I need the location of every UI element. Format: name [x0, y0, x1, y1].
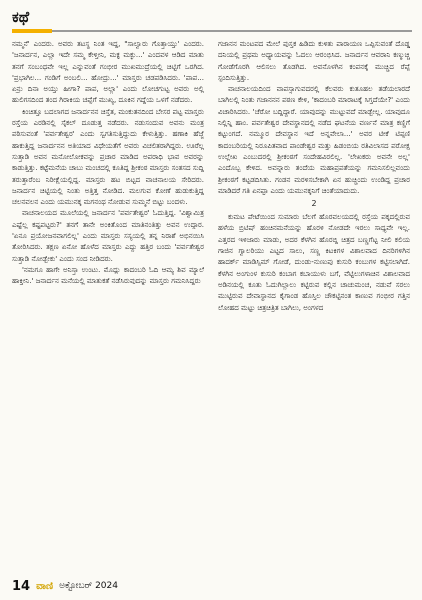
paragraph: ವಾಚನಾಲಯದ ಮೂಲೆಯಲ್ಲಿ ಜನಾರ್ದನ 'ಪರ್ವತೇಶ್ವರ' ಓದುತ್ತಿದ್ದ. 'ವಿಶ್ವಾಮಿತ್ರ ಎಷ್ಟೆಲ್ಲ ಕಷ್ಟಪಟ್ಟರು?' ತನಗೆ ತಾನೇ ಅಂಕಿತೊಂದ ಮಾತಿನಂತಿತ್ತು ಅವನ ಉದ್ಗಾರ. 'ಏನೂ ಪ್ರಯೋಜನವಾಗಲಿಲ್ಲ' ಎಂದು ಮಾಸ್ತರು ಸಸ್ಯಯಲ್ಲಿ ತನ್ನ ನಿರಾಶೆ ಅಭಿನಯಿಸಿ ತೋರಿಸಿದರು. ತಕ್ಷಣ ಏನೋ ಹೊಳೆದ ಮಾಸ್ತರು ಎದ್ದು ಹತ್ತಿರ ಬಂದು 'ಪರ್ವತೇಶ್ವರ ಸುತ್ತಾಡಿ ನೋಡ್ಬೇಕು' ಎಂದು ಸಂದ ನೀಡಿದರು.: [12, 208, 204, 263]
heading-rule: [12, 30, 412, 32]
section-number: 2: [311, 199, 317, 209]
paragraph: ವಾಚನಾಲಯದಿಂದ ವಾಪಸ್ಸಾಗುವದರಲ್ಲಿ ಕೆಲವರು ಕುತೂಹಲ ತಡೆಯಲಾರದೆ ಬಾಗಿಲಲ್ಲಿ ನಿಂತು ಗಜಾನನನ ಪಠಣ ಕೇಳಿ, 'ಕಾದಂಬರಿ ಮಾರಾಟಕ್ಕೆ ಸಿಗ್ತದೆಯೇ?' ಎಂದು ವಿಚಾರಿಸಿದರು. 'ಚೆರೋ ಬದ್ದಿದ್ದಾರೆ. ಯಾವುದನ್ನು ಮುಟ್ಟುವದೆ ಮಾಡ್ಬೇಲ್ಲ. ಯಾವುದೂ ನಿಲ್ಲಿನ್ನಿ ಹಾಂ. ಪರ್ವತೇಶ್ವರ ದೇವಸ್ಥಾನದಲ್ಲಿ ನಡೆದ ಘಟನೆಯ ವರ್ಣನೆ ಮಾತ್ರ ಕಣ್ಣಿಗೆ ಕಟ್ಟುಂಗದೆ. ನಮ್ಮೂರ ದೇವಸ್ಥಾನ ಇದೆ ಅನ್ನವೇಲಾ...' ಅವರ ಟೀಕೆ ಟಿಪ್ಪಣಿ ಕಾದಂಬರಿಯಲ್ಲಿ ನಿರೂಪಿತವಾದ ಪಾಂಡೇಶ್ವರ ಮತ್ತು ಹಿಡಂಬಿಯ ರತಿವಿಲಾಸದ ಪರೋಕ್ಷ ಉಲ್ಲೇಖ ಎಂಬುದರಲ್ಲಿ ಶ್ರೀಕಂಠಗೆ ಸಂದೇಹವಿರಲಿಲ್ಲ. 'ಲೇಖಕರು ಅವನೇ ಅಲ್ಲ' ಎಂದೊಬ್ಬ ಕೇಳಿದ. ಅವನ್ನಾರು ತಂದೆಯ ಮಹಾಪ್ರಪತೆಯನ್ನು ಗಮನಿಸಲಿಲ್ಲವಂದು ಶ್ರೀಕಂಠಗೆ ಕಟ್ಟಡದಿಸಿತು. ಗಂಡನ ಮರಳಿಸಬೇಕಾಗಿ ಏನ ಹುಚ್ಚಿಂದು ಉಂಡಿದ್ದ ಪ್ರಚಾರ ಮಾಡಿದರೆ ಗತಿ ಏನಪ್ಪಾ ಎಂದು ಯಮುನಕ್ಕನಿಗೆ ಚಿಂತೆಯಾದುದು.: [218, 84, 410, 195]
page-number: 14: [12, 578, 31, 594]
magazine-name: ವಾಣಿ: [36, 580, 54, 592]
paragraph: ಕಿಂಚಿತ್ತೂ ಬದಲಾಗದ ಜನಾರ್ದನನ ಚಿಸ್ತೆತ, ಮಂಕುತನದಿಂದ ಬೇಸರ ಪಟ್ಟ ಮಾಸ್ತರು ರಸ್ತೆಯ ಎರಡಿನಲ್ಲಿ ಸೈಕಲ್ ದೂಡುತ್ತ ನಡೆದರು. ನಡುಸಂದುವ ಅವನು ಮಂತ್ರ ಪಠಿಸುವಂತೆ 'ಪರ್ವತೇಶ್ವರ' ಎಂದು ಸ್ವಗತಿಸುತ್ತಿದ್ದುದು ಕೇಳುತ್ತಿತ್ತು. ಹಣಾಕಿ ಹೆಜ್ಜೆ ಹಾಕುತ್ತಿದ್ದ ಜನಾರ್ದನನ ಅತಿಯಾದ ವಿಧೇಯತೆಗೆ ಅವರು ವಿಚಲಿತರಾಗಿದ್ದರು. ಊರೆಲ್ಲ ಸುತ್ತಾಡಿ ಅವನ ಮನೋಲೋಕವನ್ನು ಪ್ರಚಾರ ಮಾಡಿದ ಅಪರಾಧಿ ಭಾವ ಅವರನ್ನು ಕಾಡುತ್ತಿತ್ತು. ಕಟ್ಟೆಮನೆಯ ಚಾಬು ಮಂಚದಲ್ಲಿ ಕೂತಿದ್ದ ಶ್ರೀಕಂಠ ಮಾಸ್ತರು ಸಂತಸದ ಸುದ್ದಿ ತರುತ್ತಾರೆಂಬ ನಿರೀಕ್ಷೆಯಲ್ಲಿದ್ದ. ಮಾಸ್ತರು ಹಟ ಬಿಟ್ಟದ ವಾಚನಾಲಯ ಸೇರಿದರು. ಜನಾರ್ದನ ಚಿಟ್ಟಿಯಲ್ಲಿ ನಿಂತು ಅತ್ತಿತ್ತ ನೋಡಿದ. ಮಲಗುವ ಕೋಣೆ ಹುಡುಕುತ್ತಿದ್ದ ಚಲನವಲನ ಎಂದು ಯಮುನಕ್ಕ ಮಗನಂಥ ನೋಡುವ ಸುಮ್ಮನೆ ಬಿಟ್ಟು ಬಂದಳು.: [12, 106, 204, 207]
paragraph: ಗಜಾನನ ಮಂಟಪದ ಮೇಲೆ ಪುಸ್ತಕ ಹಿಡಿದು ಕುಳಿತು ಪಾರಾಯಣ ಒಪ್ಪಿಸುವಂತೆ ದೊಡ್ಡ ದನಿಯಲ್ಲಿ ಪ್ರಥಮ ಅಧ್ಯಾಯವನ್ನು ಓದಲು ಆರಂಭಿಸಿದ. ಜನಾರ್ದನ ಆವರಾನಿ ಕಣ್ಮುಚ್ಚಿ ಗೋಡೆಗೊರಗಿ ಆಲಿಸಲು ತೊಡಗಿದ. ಅವನೊಳಗಿನ ಕಂಪನಕ್ಕೆ ಮುಚ್ಚಿದ ರೆಪ್ಪೆ ಸ್ಪಂದಿಸುತ್ತಿತ್ತು.: [218, 39, 410, 82]
paragraph: 'ನಮಗೂ ಹಾಗೇ ಅನಿಸ್ತಾ ಉಂಟು. ಮೊದ್ಲು ಕಾದಂಬರಿ ಓದಿ ಆಮ್ಯ ಶಿವ ಮ್ಯಾಲೆ ಹಾಕ್ತೀನಿ.' ಜನಾರ್ದನ ಮನೆಯಲ್ಲಿ ಮಾತುಕತೆ ನಡೆಸಿರುವುದನ್ನು ಮಾಸ್ತರು ಗಮನಿಸಿದ್ದರು: [12, 264, 204, 286]
paragraph: ಕುಮಟ ಪೇಟೆಯಿಂದ ಸುಮಾರು ಬೆಲಗೆ ಹೊರವಲಯದಲ್ಲಿ ರಸ್ತೆಯ ಪಕ್ಕದಲ್ಲಿರುವ ಹಳೆಯ ಬ್ರಿಟಿಷ್ ಹಂಚಿನಮನೆಯನ್ನು ಹೊರಳಿ ನೋಡದೇ ಇರಲು ಸಾಧ್ಯವೇ ಇಲ್ಲ. ಎತ್ತರದ ಇಳಿಜಾರು ಮಾಡು, ಅದರ ಕೆಳಗಿನ ಹೊರಬ್ದಿ ಚಿತ್ರದ ಬಣ್ಣಗೆಟ್ಟ ನೀಲಿ ಕಲಿಯ ಗಾಜಿನ ಗ್ವಾಲರಿಯು ಎಟ್ಟದ ಸಾಲು, ಸಣ್ಣ ಕಿಟಕಿಗಳ ವಿಶಾಲವಾದ ದಿನರಿಗಳಿಗಿನ ಹಾದರ್ಕ್ ಮಾಡಿಸ್ಸಿಮ್ ಗೋಡೆ, ದುಂಡು-ನುಣುಪು ಕುಸುರಿ ಕಂಬುಗಳ ಕಟ್ಟಿಸಲಾಗಿದೆ. ಕೆಳಗಿನ ಅಂಗುಂಳ ಕುಸುರಿ ಕಂಬಾಗ ಕಬಾಯುಳು ಬಗೆ, ವೆಟ್ಟಿಲುಗಳಾಚಿನ ವಿಶಾಲವಾದ ಅಡಿನಯಲ್ಲಿ ಕೂತು ಓದುಗಿಲ್ಲಾಲು ಕಟ್ಟಿರುವ ಕಲ್ಲಿನ ಚಾಚುಮಂಚ, ನಡುವೆ ಸರಲು ಮುಟ್ಟಿರುವ ದೇವಾಸ್ಥಾನದ ಕೈಗಾಂಡ ಹೊಸ್ತಿಲ ಚೌಕಟ್ಟಿನಂತ ಕಾಣುವ ಗಂಭೀರ ಗತ್ತಿನ ಲೋಹದ ಮಟ್ಟು ಚಿತ್ರಚಿತ್ರಿತ ಬಾಗಿಲು, ಅಂಗಳದ: [218, 212, 410, 312]
left-column: [12, 38, 204, 574]
right-column: [218, 38, 410, 574]
page-footer: [12, 578, 118, 594]
issue-date: ಅಕ್ಟೋಬರ್ 2024: [59, 581, 118, 591]
section-heading: ಕಥೆ: [12, 8, 30, 26]
paragraph: ನಮ್ಮನೆ' ಎಂದರು. ಅವರು ತಟಸ್ಥ ನಿಂತ ಇದ್ದ, "ಸಾಲ್ವಾರು ಗೊತ್ತಾಯ್ತು' ಎಂದರು. 'ಜನಾರ್ದನ, ಎಲ್ಲಾ ಇದೇ ಸಮ್ಮ ಕೇಳ್ತೀನಿ, ಮಕ್ಳ ಮಕ್ಳು...' ಎಂದವಳ ಆಡಿದ ಮಾತು ತನಗೆ ಸಂಬಂಧವೇ ಇಲ್ಲ ಎನ್ನುವಂತೆ ಗಂಭೀರ ಮುಖಮುದ್ರೆಯಲ್ಲಿ ಚಿಟ್ಟಿಗೆ ಒರಗಿದ. 'ಪ್ರಭಾಗಿಲ... ಗಂಡಿಗೆ ಅಂಬಲಿ... ಹೋದ್ರು...' ಮಾಸ್ತರು ಚಡಪಡಿಸಿದರು. 'ಪಾಪ... ಏನ್ರು ದಿನಾ ಅಯ್ತು ಹೀಗಾ? ಪಾಪ, ಅಲ್ಲಾ' ಎಂದು ಲೋಚಗುಟ್ಟ ಅವರು ಅಲ್ಲಿ ಹುಲಿಗಸದಿಂದ ತಂದ ಗಿರಾಕಿಯ ಚಪ್ಪೆಗೆ ಮುಖ್ಯ, ದೂಕಿನ ಗದ್ದೆಯ ಒಳಗೆ ನಡೆದರು.: [12, 39, 204, 105]
